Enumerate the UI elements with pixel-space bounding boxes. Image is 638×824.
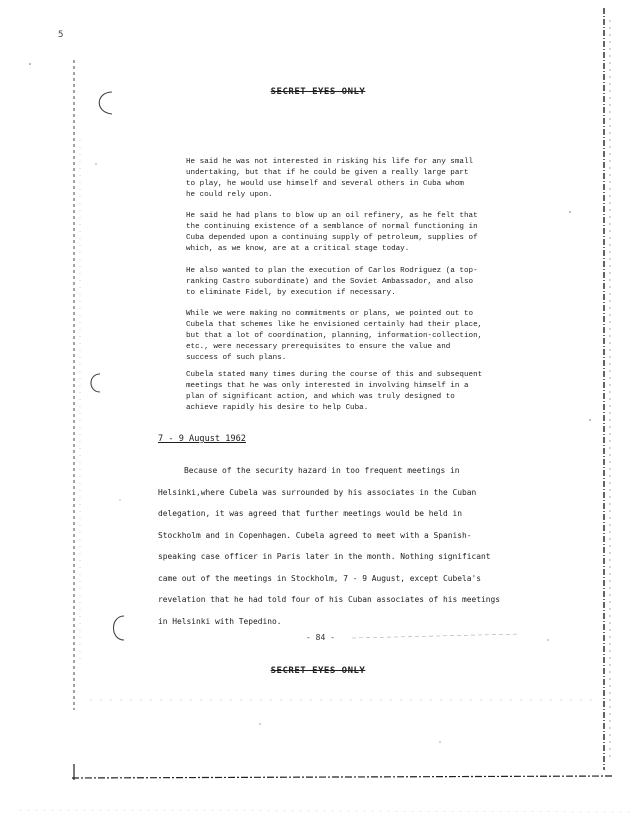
narrative-block [158, 460, 530, 632]
narrative-line: Because of the security hazard in too frequent meetings in [184, 466, 460, 475]
memo-paragraph-4: While we were making no commitments or plans, we pointed out to Cubela that schemes like he envisioned certainly had their place, but that a lot of coordination, planning, information-collection, etc., were necessary prerequisites to ensure the value and success of such plans. [186, 310, 483, 362]
section-heading: 7 - 9 August 1962 [158, 434, 246, 444]
classification-footer: SECRET EYES ONLY [270, 666, 366, 676]
narrative-line: revelation that he had told four of his Cuban associates of his meetings [158, 595, 501, 604]
memo-paragraph-2: He said he had plans to blow up an oil refinery, as he felt that the continuing existence of a semblance of normal functioning in Cuba depended upon a continuing supply of petroleum, supplies of which, as we know, are at a critical stage today. [186, 212, 478, 253]
memo-paragraph-1: He said he was not interested in risking his life for any small undertaking, but that if he could be given a really large part to play, he would use himself and several others in Cuba whom he could rely upon. [186, 158, 474, 199]
narrative-line: came out of the meetings in Stockholm, 7 - 9 August, except Cubela's [158, 573, 482, 583]
memo-paragraph-3: He also wanted to plan the execution of Carlos Rodriguez (a top- ranking Castro subordinate) and the Soviet Ambassador, and also to eliminate Fidel, by execution if necessary. [186, 267, 478, 297]
narrative-line: Stockholm and in Copenhagen. Cubela agreed to meet with a Spanish- [158, 530, 472, 540]
page-number: - 84 - [306, 633, 335, 642]
narrative-line: delegation, it was agreed that further meetings would be held in [158, 509, 463, 518]
narrative-line: Helsinki,where Cubela was surrounded by his associates in the Cuban [158, 487, 477, 497]
memo-paragraph-5: Cubela stated many times during the course of this and subsequent meetings that he was only interested in involving himself in a plan of significant action, and which was truly designed to achieve rapidly his desire to help Cuba. [186, 371, 483, 412]
narrative-line: in Helsinki with Tepedino. [158, 616, 282, 626]
narrative-line: speaking case officer in Paris later in the month. Nothing significant [158, 552, 491, 561]
classification-header: SECRET EYES ONLY [270, 87, 366, 97]
stray-margin-mark: 5 [58, 30, 64, 40]
